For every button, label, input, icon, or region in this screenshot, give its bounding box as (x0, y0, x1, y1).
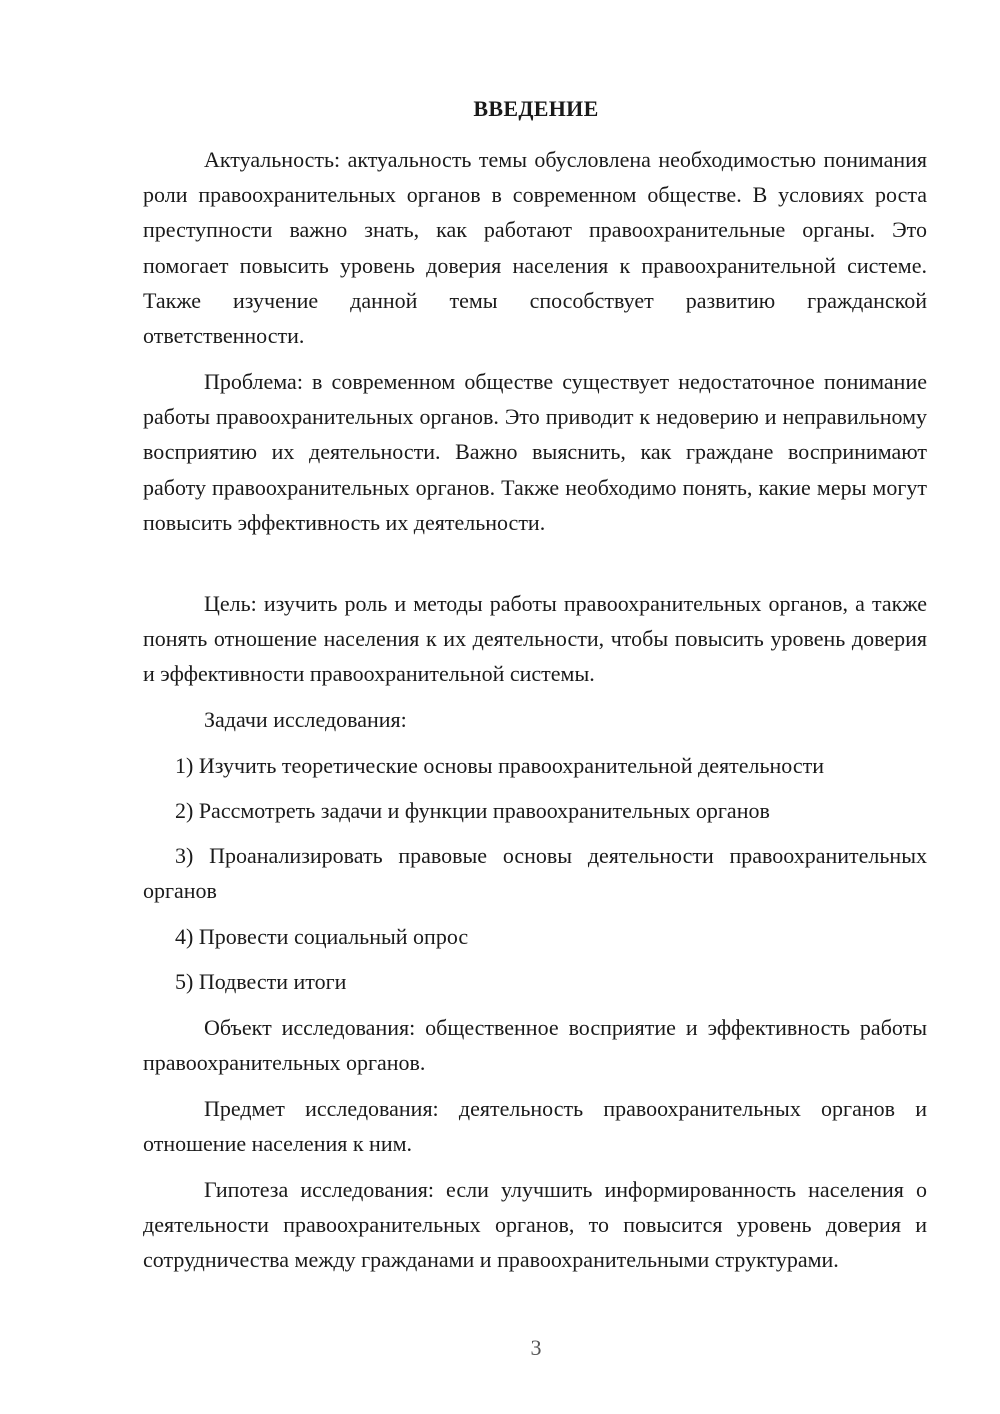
task-item-5: 5) Подвести итоги (175, 969, 347, 994)
paragraph-hypothesis: Гипотеза исследования: если улучшить информированность населения о деятельности правоохранительных органов, то повысится уровень доверия и сотрудничества между гражданами и правоохранительными структурами. (143, 1177, 927, 1273)
task-item-3: 3) Проанализировать правовые основы деятельности правоохранительных органов (143, 843, 927, 904)
task-item-1: 1) Изучить теоретические основы правоохранительной деятельности (175, 753, 824, 778)
task-item-4: 4) Провести социальный опрос (175, 924, 469, 949)
page-number: 3 (530, 1335, 542, 1360)
paragraph-relevance: Актуальность: актуальность темы обусловлена необходимостью понимания роли правоохранительных органов в современном обществе. В условиях роста преступности важно знать, как работают правоохранительные органы. Это помогает повысить уровень доверия населения к правоохранительной системе. Также изучение данной темы способствует развитию гражданской ответственности. (143, 147, 927, 349)
paragraph-goal: Цель: изучить роль и методы работы правоохранительных органов, а также понять отношение населения к их деятельности, чтобы повысить уровень доверия и эффективности правоохранительной системы. (143, 591, 927, 687)
paragraph-object: Объект исследования: общественное восприятие и эффективность работы правоохранительных органов. (143, 1015, 927, 1076)
tasks-heading: Задачи исследования: (204, 707, 407, 732)
paragraph-subject: Предмет исследования: деятельность правоохранительных органов и отношение населения к ним. (143, 1096, 927, 1157)
task-item-2: 2) Рассмотреть задачи и функции правоохранительных органов (175, 798, 770, 823)
paragraph-problem: Проблема: в современном обществе существует недостаточное понимание работы правоохранительных органов. Это приводит к недоверию и неправильному восприятию их деятельности. Важно выяснить, как граждане воспринимают работу правоохранительных органов. Также необходимо понять, какие меры могут повысить эффективность их деятельности. (143, 369, 927, 535)
section-title: ВВЕДЕНИЕ (473, 96, 599, 121)
